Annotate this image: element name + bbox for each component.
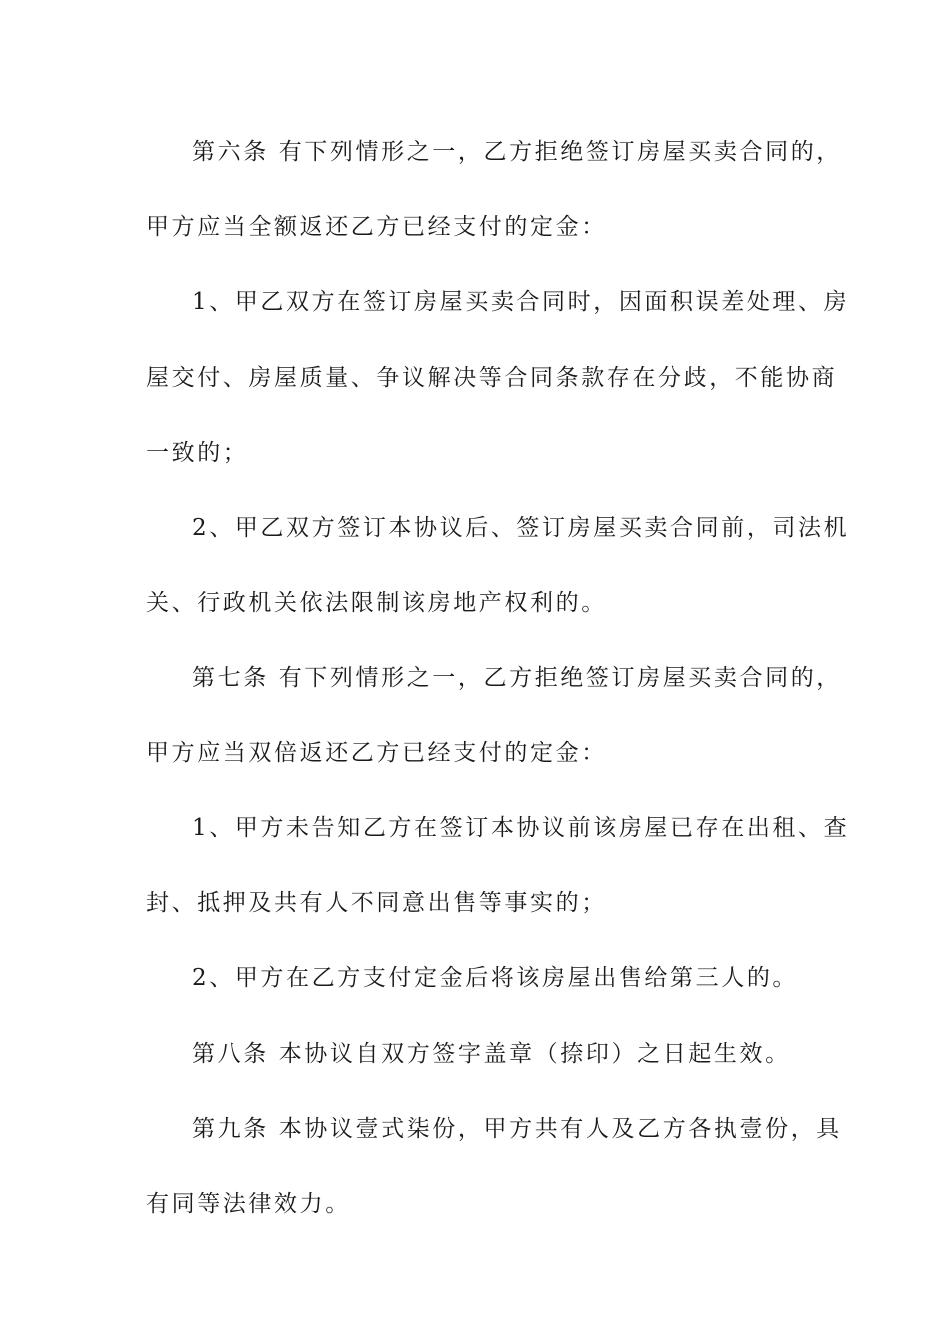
- article-6-item-2-line-2: 关、行政机关依法限制该房地产权利的。: [146, 590, 607, 616]
- article-6-item-1-line-1: 1、甲乙双方在签订房屋买卖合同时，因面积误差处理、房: [192, 289, 850, 315]
- article-6-heading-line: 第六条 有下列情形之一，乙方拒绝签订房屋买卖合同的，: [192, 139, 842, 165]
- article-7-item-2-line: 2、甲方在乙方支付定金后将该房屋出售给第三人的。: [192, 965, 799, 991]
- article-6-item-1-line-2: 屋交付、房屋质量、争议解决等合同条款存在分歧，不能协商: [146, 365, 838, 391]
- article-7-item-1-line-1: 1、甲方未告知乙方在签订本协议前该房屋已存在出租、查: [192, 815, 850, 841]
- article-7-item-1-line-2: 封、抵押及共有人不同意出售等事实的；: [146, 890, 607, 916]
- article-7-heading-line: 第七条 有下列情形之一，乙方拒绝签订房屋买卖合同的，: [192, 665, 842, 691]
- article-6-continuation-line: 甲方应当全额返还乙方已经支付的定金：: [146, 214, 607, 240]
- article-9-line-1: 第九条 本协议壹式柒份，甲方共有人及乙方各执壹份，具: [192, 1116, 842, 1142]
- article-7-continuation-line: 甲方应当双倍返还乙方已经支付的定金：: [146, 740, 607, 766]
- article-6-item-2-line-1: 2、甲乙双方签订本协议后、签订房屋买卖合同前，司法机: [192, 515, 850, 541]
- article-6-item-1-line-3: 一致的；: [146, 440, 249, 466]
- article-9-line-2: 有同等法律效力。: [146, 1191, 351, 1217]
- article-8-line: 第八条 本协议自双方签字盖章（捺印）之日起生效。: [192, 1041, 791, 1067]
